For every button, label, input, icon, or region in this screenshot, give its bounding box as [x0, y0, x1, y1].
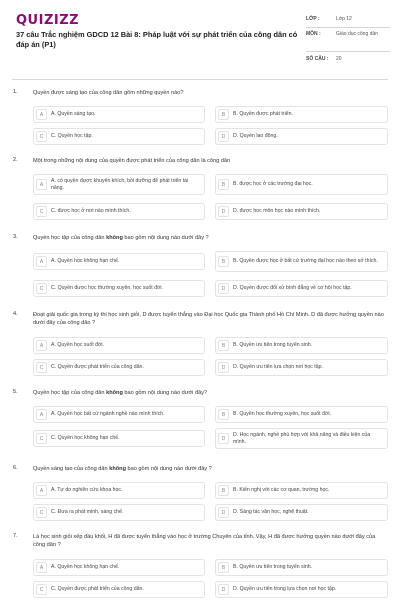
question-number: 5. — [13, 389, 18, 395]
option-letter-a: A — [36, 109, 47, 120]
option-d[interactable] — [215, 203, 388, 220]
meta-class-value: Lớp 12 — [336, 16, 352, 22]
option-b[interactable] — [215, 174, 388, 195]
question-text-emphasis: không — [109, 466, 126, 472]
option-letter-b: B — [218, 409, 229, 420]
option-letter-a: A — [36, 256, 47, 267]
option-d[interactable] — [215, 280, 388, 297]
option-text: D. Sáng tác văn học, nghệ thuật. — [233, 509, 309, 516]
question-number: 4. — [13, 311, 18, 317]
option-text: C. Quyền được phát triển của công dân. — [51, 586, 144, 593]
option-a[interactable] — [33, 406, 205, 423]
option-letter-b: B — [218, 340, 229, 351]
option-a[interactable] — [33, 337, 205, 354]
meta-subject-row — [306, 28, 390, 52]
option-d[interactable] — [215, 504, 388, 521]
question-text — [33, 389, 388, 397]
meta-subject-label: MÔN : — [306, 31, 321, 37]
option-text: B. Quyền ưu tiên trong tuyển sinh. — [233, 342, 313, 349]
question-text-emphasis: không — [106, 235, 123, 241]
option-letter-a: A — [36, 562, 47, 573]
option-text: A. Quyền học không hạn chế. — [51, 564, 120, 571]
option-letter-d: D — [218, 131, 229, 142]
option-text: C. được học ở nơi nào mình thích. — [51, 208, 131, 215]
question-text-part: Quyền học tập của công dân — [33, 235, 107, 241]
option-d[interactable] — [215, 581, 388, 598]
header-divider — [12, 79, 388, 80]
option-text: D. Quyền lao động. — [233, 133, 278, 140]
option-text: A. Quyền sáng tạo. — [51, 111, 96, 118]
question-number: 6. — [13, 465, 18, 471]
option-text: D. Quyền được đối xử bình đẳng về cơ hội học tập. — [233, 285, 352, 292]
option-letter-d: D — [218, 283, 229, 294]
option-text: B. Quyền được phát triển. — [233, 111, 293, 118]
option-a[interactable] — [33, 482, 205, 499]
option-text: B. được học ở các trường đại học. — [233, 181, 313, 188]
option-text: A. Quyền học không hạn chế. — [51, 258, 120, 265]
meta-class-row — [306, 12, 390, 28]
option-text: A. Quyền học suốt đời. — [51, 342, 104, 349]
option-letter-b: B — [218, 256, 229, 267]
option-letter-d: D — [218, 206, 229, 217]
option-c[interactable] — [33, 280, 205, 297]
option-letter-b: B — [218, 562, 229, 573]
option-text: B. Quyền được học ở bất cứ trường đại học nào theo sở thích. — [233, 258, 378, 265]
question-number: 1. — [13, 89, 18, 95]
question-text-part: bao gồm nội dung nào dưới đây ? — [125, 466, 212, 472]
quizizz-logo: QUIZIZZ — [16, 13, 80, 28]
option-text: A. Tự do nghiên cứu khoa học. — [51, 487, 123, 494]
option-letter-d: D — [218, 433, 229, 444]
option-letter-a: A — [36, 485, 47, 496]
worksheet-header — [0, 0, 400, 76]
option-text: C. Đưa ra phát minh, sáng chế. — [51, 509, 124, 516]
option-letter-c: C — [36, 131, 47, 142]
option-d[interactable] — [215, 359, 388, 376]
option-text: D. Quyền ưu tiên trong lựa chọn nơi học tập. — [233, 586, 337, 593]
meta-class-label: LỚP : — [306, 16, 320, 22]
question-text — [33, 465, 388, 473]
question-number: 3. — [13, 234, 18, 240]
option-c[interactable] — [33, 504, 205, 521]
option-letter-c: C — [36, 283, 47, 294]
question-text: Đoạt giải quốc gia trong kỳ thi học sinh giỏi, D được tuyển thẳng vào Đại học Quốc gia Thành phố Hồ Chí Minh. D đã được hưởng quyền nào dưới đây của công dân ? — [33, 312, 384, 326]
option-letter-c: C — [36, 433, 47, 444]
worksheet-meta — [306, 12, 390, 68]
option-text: B. Kiến nghị với các cơ quan, trường học. — [233, 487, 330, 494]
option-a[interactable] — [33, 174, 205, 195]
option-letter-b: B — [218, 109, 229, 120]
option-text: A. có quyền được khuyến khích, bồi dưỡng để phát triển tài năng. — [51, 178, 189, 191]
option-letter-d: D — [218, 362, 229, 373]
option-letter-d: D — [218, 584, 229, 595]
option-letter-d: D — [218, 507, 229, 518]
option-text: C. Quyền được phát triển của công dân. — [51, 364, 144, 371]
option-c[interactable] — [33, 359, 205, 376]
option-text: B. Quyền học thường xuyên, học suốt đời. — [233, 411, 331, 418]
option-b[interactable] — [215, 106, 388, 123]
option-letter-b: B — [218, 485, 229, 496]
option-letter-c: C — [36, 206, 47, 217]
option-text: C. Quyền học tập. — [51, 133, 93, 140]
option-c[interactable] — [33, 203, 205, 220]
option-text: C. Quyền học không hạn chế. — [51, 435, 120, 442]
question-text: Một trong những nội dung của quyền được phát triển của công dân là công dân — [33, 158, 231, 164]
option-a[interactable] — [33, 106, 205, 123]
option-c[interactable] — [33, 581, 205, 598]
question-text-part: Quyền sáng tạo của công dân — [33, 466, 110, 472]
question-text-emphasis: không — [106, 390, 123, 396]
meta-count-label: SỐ CÂU : — [306, 56, 329, 62]
option-b[interactable] — [215, 482, 388, 499]
option-b[interactable] — [215, 251, 388, 272]
option-letter-a: A — [36, 340, 47, 351]
worksheet-title: 37 câu Trắc nghiệm GDCD 12 Bài 8: Pháp luật với sự phát triển của công dân có đáp án (P1) — [16, 30, 298, 49]
option-letter-b: B — [218, 179, 229, 190]
option-b[interactable] — [215, 559, 388, 576]
option-c[interactable] — [33, 430, 205, 447]
option-d[interactable] — [215, 428, 388, 449]
option-letter-c: C — [36, 584, 47, 595]
question-text: Quyền được sáng tạo của công dân gồm những quyền nào? — [33, 90, 184, 96]
question-text-part: bao gồm nội dung nào dưới đây? — [122, 390, 208, 396]
option-text: D. Quyền ưu tiên lựa chọn nơi học tập. — [233, 364, 323, 371]
meta-count-row — [306, 52, 390, 68]
option-letter-a: A — [36, 179, 47, 190]
option-text: B. Quyền ưu tiên trong tuyển sinh. — [233, 564, 313, 571]
option-letter-c: C — [36, 507, 47, 518]
option-text: D. Học ngành, nghề phù hợp với khả năng và điều kiện của mình. — [233, 432, 371, 445]
meta-subject-value: Giáo dục công dân — [336, 31, 378, 37]
option-a[interactable] — [33, 253, 205, 270]
question-text: Là học sinh giỏi xếp đầu khối, H đã được tuyển thẳng vào học ở trường Chuyên của tỉnh. Vậy, H đã được hưởng quyền nào dưới đây của công dân ? — [33, 534, 376, 548]
option-letter-c: C — [36, 362, 47, 373]
meta-count-value: 20 — [336, 56, 342, 62]
question-text-part: Quyền học tập của công dân — [33, 390, 107, 396]
option-b[interactable] — [215, 337, 388, 354]
question-number: 2. — [13, 157, 18, 163]
question-text — [33, 234, 388, 242]
option-text: A. Quyền học bất cứ ngành nghề nào mình thích. — [51, 411, 165, 418]
question-text-part: bao gồm nội dung nào dưới đây ? — [122, 235, 209, 241]
option-c[interactable] — [33, 128, 205, 145]
option-b[interactable] — [215, 406, 388, 423]
option-a[interactable] — [33, 559, 205, 576]
option-d[interactable] — [215, 128, 388, 145]
option-letter-a: A — [36, 409, 47, 420]
option-text: D. được học môn học nào mình thích. — [233, 208, 321, 215]
option-text: C. Quyền được học thường xuyên, học suốt đời. — [51, 285, 164, 292]
question-number: 7. — [13, 533, 18, 539]
